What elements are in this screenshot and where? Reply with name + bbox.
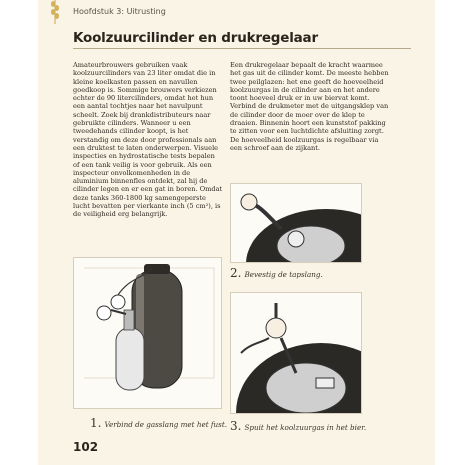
text-column-left [73,61,223,219]
article-title: Koolzuurcilinder en drukregelaar [73,30,318,46]
figure-2-caption [230,266,323,280]
figure-number: 3. [230,419,242,433]
page-number: 102 [73,440,99,454]
caption-text: Verbind de gasslang met het fust. [104,420,228,429]
figure-3-illustration [230,292,362,414]
figure-1-caption [90,416,227,430]
paragraph: Een drukregelaar bepaalt de kracht waarmee het gas uit de cilinder komt. De meeste hebben twee peilglazen: het ene geeft de hoeveelheid koolzuurgas in de cilinder aan en het andere toont hoeveel druk er in uw biervat komt. Verbind de drukmeter met de uitgangsklep van de cilinder door de moer over de klep te draaien. Binnenin hoort een kunststof pakking te zitten voor een luchtdichte afsluiting zorgt. De hoeveelheid koolzuurgas is regelbaar via een schroef aan de zijkant. [230,61,389,152]
co2-cylinder-keg-drawing [74,258,221,408]
caption-text: Bevestig de tapslang. [244,270,323,279]
inject-co2-drawing [231,293,361,413]
title-divider [73,48,411,49]
wheat-icon [50,0,60,24]
paragraph: Amateurbrouwers gebruiken vaak koolzuurcilinders van 23 liter omdat die in kleine koelkasten passen en navullen goedkoop is. Sommige brouwers verkiezen echter de 90 litercilinders, omdat het hun een aantal tochtjes naar het navulpunt scheelt. Zoek bij drankdistributeurs naar gebruikte cilinders. Wanneer u een tweedehands cilinder koopt, is het verstandig om deze door professionals aan een druktest te laten onderwerpen. Visuele inspecties en hydrostatische tests bepalen of een tank veilig is voor gebruik. Als een inspecteur onvolkomenheden in de aluminium binnenfles ontdekt, zal hij de cilinder legen en er een gat in boren. Omdat deze tanks 360-1800 kg samengeperste lucht bevatten per vierkante inch (5 cm²), is de veiligheid erg belangrijk. [73,61,223,219]
chapter-header: Hoofdstuk 3: Uitrusting [73,7,166,16]
tap-hose-drawing [231,184,361,262]
text-column-right [230,61,390,152]
left-margin [0,0,38,465]
figure-2-illustration [230,183,362,263]
figure-number: 1. [90,416,102,430]
figure-number: 2. [230,266,242,280]
right-margin [435,0,465,465]
figure-3-caption [230,419,366,433]
caption-text: Spuit het koolzuurgas in het bier. [244,423,367,432]
figure-1-illustration [73,257,222,409]
